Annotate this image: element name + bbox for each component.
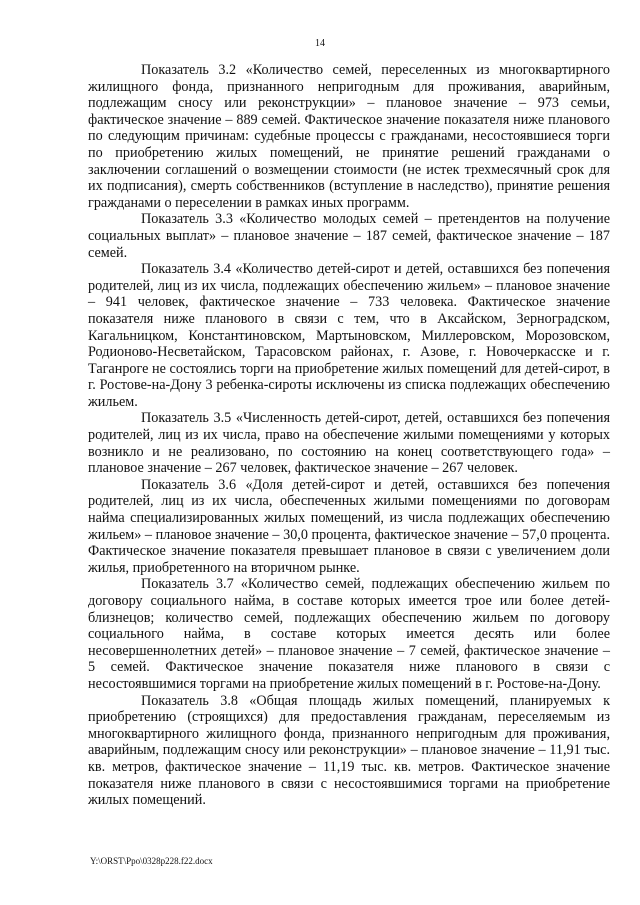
paragraph-indicator-3-7: Показатель 3.7 «Количество семей, подлежащих обеспечению жильем по договору социального найма, в составе которых имеется трое или более детей-близнецов; количество семей, подлежащих обеспечению жильем по договору социального найма, в составе которых имеется десять или более несовершеннолетних детей» – плановое значение – 7 семей, фактическое значение – 5 семей. Фактическое значение показателя ниже планового в связи с несостоявшимися торгами на приобретение жилых помещений в г. Ростове-на-Дону.: [88, 576, 610, 692]
paragraph-indicator-3-8: Показатель 3.8 «Общая площадь жилых помещений, планируемых к приобретению (строящихся) для предоставления гражданам, переселяемым из многоквартирного жилищного фонда, признанного непригодным для проживания, аварийным, подлежащим сносу или реконструкции» – плановое значение – 11,91 тыс. кв. метров, фактическое значение – 11,19 тыс. кв. метров. Фактическое значение показателя ниже планового в связи с несостоявшимися торгами на приобретение жилых помещений.: [88, 692, 610, 809]
paragraph-indicator-3-3: Показатель 3.3 «Количество молодых семей – претендентов на получение социальных выплат» – плановое значение – 187 семей, фактическое значение – 187 семей.: [88, 211, 610, 261]
paragraph-indicator-3-4: Показатель 3.4 «Количество детей-сирот и детей, оставшихся без попечения родителей, лиц из их числа, подлежащих обеспечению жильем» – плановое значение – 941 человек, фактическое значение – 733 человека. Фактическое значение показателя ниже планового в связи с тем, что в Аксайском, Зерноградском, Кагальницком, Константиновском, Мартыновском, Миллеровском, Морозовском, Родионово-Несветайском, Тарасовском районах, г. Азове, г. Новочеркасске и г. Таганроге не состоялись торги на приобретение жилых помещений для детей-сирот, в г. Ростове-на-Дону 3 ребенка-сироты исключены из списка подлежащих обеспечению жильем.: [88, 261, 610, 410]
paragraph-indicator-3-2: Показатель 3.2 «Количество семей, переселенных из многоквартирного жилищного фонда, признанного непригодным для проживания, аварийным, подлежащим сносу или реконструкции» – плановое значение – 973 семьи, фактическое значение – 889 семей. Фактическое значение показателя ниже планового по следующим причинам: судебные процессы с гражданами, несостоявшиеся торги по приобретению жилых помещений, не принятие решений гражданами о заключении соглашений о возмещении стоимости (не истек трехмесячный срок для их подписания), смерть собственников (вступление в наследство), принятие решения гражданами о переселении в рамках иных программ.: [88, 62, 610, 211]
footer-file-path: Y:\ORST\Ppo\0328p228.f22.docx: [90, 856, 213, 866]
paragraph-indicator-3-6: Показатель 3.6 «Доля детей-сирот и детей, оставшихся без попечения родителей, лиц из их числа, обеспеченных жилыми помещениями по договорам найма специализированных жилых помещений, из числа подлежащих обеспечению жильем» – плановое значение – 30,0 процента, фактическое значение – 57,0 процента. Фактическое значение показателя превышает плановое в связи с увеличением доли жилья, приобретенного на вторичном рынке.: [88, 476, 610, 576]
page-number: 14: [315, 38, 325, 49]
document-body: [88, 62, 610, 809]
paragraph-indicator-3-5: Показатель 3.5 «Численность детей-сирот, детей, оставшихся без попечения родителей, лиц из их числа, право на обеспечение жилыми помещениями у которых возникло и не реализовано, по состоянию на конец соответствующего года» – плановое значение – 267 человек, фактическое значение – 267 человек.: [88, 410, 610, 477]
